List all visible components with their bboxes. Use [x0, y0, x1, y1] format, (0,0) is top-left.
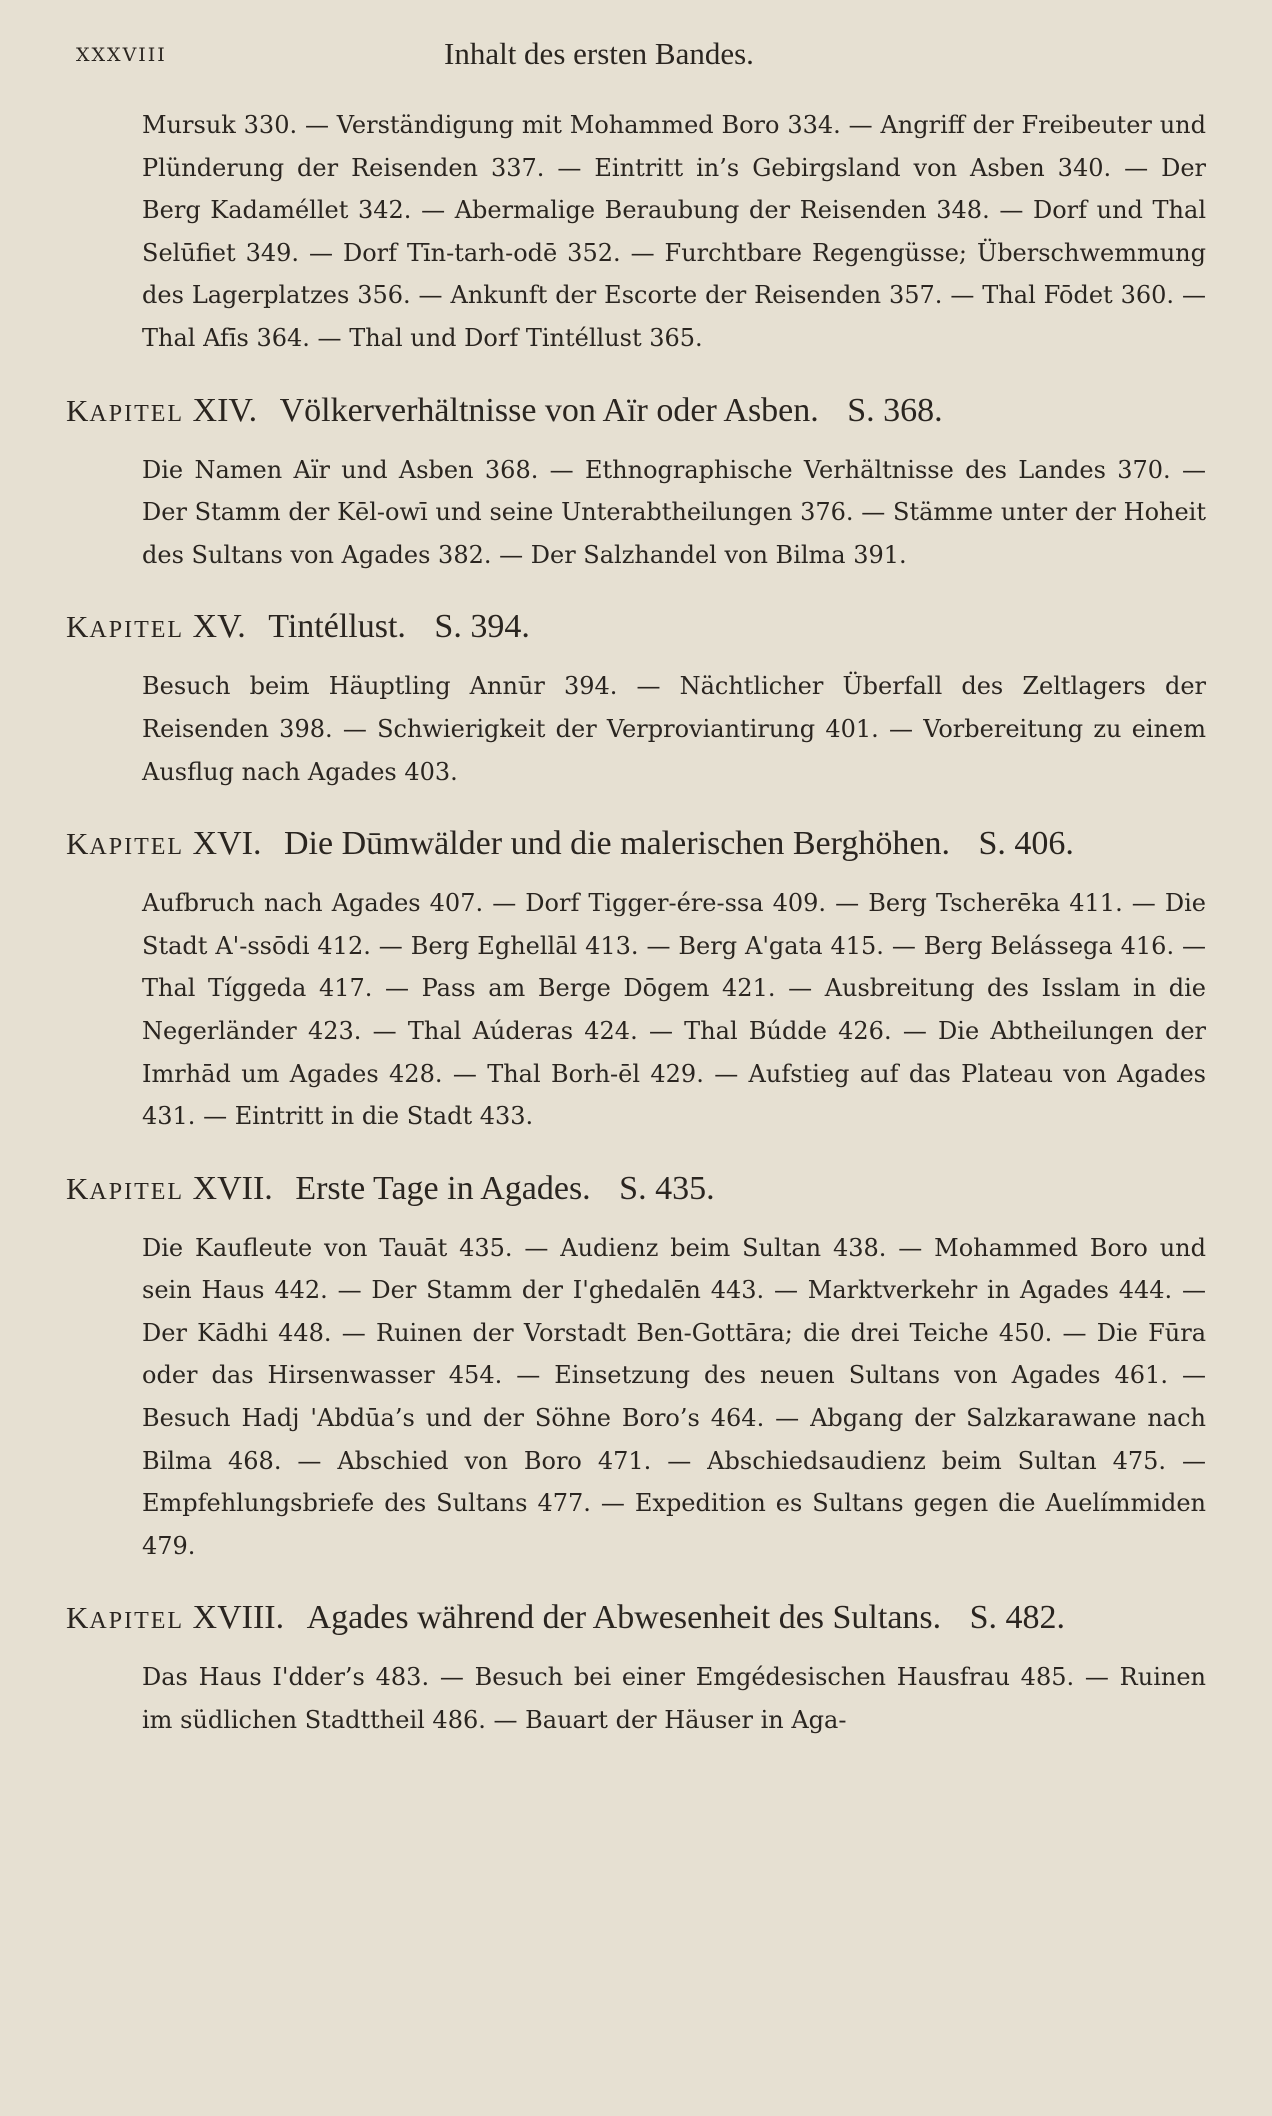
chapter-number: XVII.	[192, 1169, 273, 1207]
chapter-summary-xviii: Das Haus I'dder’s 483. — Besuch bei einer Emgédesischen Hausfrau 485. — Ruinen im südlichen Stadttheil 486. — Bauart der Häuser in Aga-	[142, 1663, 1206, 1735]
chapter-number: XV.	[192, 608, 246, 646]
chapter-heading-xiv	[66, 388, 1206, 437]
chapter-label: KAPITEL	[66, 1600, 185, 1636]
chapter-heading-xviii	[66, 1595, 1206, 1644]
chapter-summary-xiv: Die Namen Aïr und Asben 368. — Ethnographische Verhältnisse des Landes 370. — Der Stamm der Kēl-owī und seine Unterabtheilungen 376. — Stämme unter der Hoheit des Sultans von Agades 382. — Der Salzhandel von Bilma 391.	[142, 455, 1206, 569]
page-header	[0, 36, 1272, 76]
chapter-title: Agades während der Abwesenheit des Sultans.	[306, 1599, 942, 1637]
chapter-page: S. 435.	[619, 1169, 715, 1207]
chapter-page: S. 394.	[434, 608, 530, 646]
chapter-heading-xvi	[66, 821, 1206, 870]
chapter-label: KAPITEL	[66, 392, 185, 428]
chapter-label: KAPITEL	[66, 609, 185, 645]
chapter-summary-xv: Besuch beim Häuptling Annūr 394. — Nächtlicher Überfall des Zeltlagers der Reisenden 398. — Schwierigkeit der Verproviantirung 401. — Vorbereitung zu einem Ausflug nach Agades 403.	[142, 672, 1206, 786]
chapter-xiii-continuation: Mursuk 330. — Verständigung mit Mohammed Boro 334. — Angriff der Freibeuter und Plünderung der Reisenden 337. — Eintritt in’s Gebirgsland von Asben 340. — Der Berg Kadaméllet 342. — Abermalige Beraubung der Reisenden 348. — Dorf und Thal Selūfiet 349. — Dorf Tīn-tarh-odē 352. — Furchtbare Regengüsse; Überschwemmung des Lagerplatzes 356. — Ankunft der Escorte der Reisenden 357. — Thal Fōdet 360. — Thal Afīs 364. — Thal und Dorf Tintéllust 365.	[142, 111, 1206, 352]
chapter-heading-xvii	[66, 1166, 1206, 1215]
chapter-title: Völkerverhältnisse von Aïr oder Asben.	[279, 391, 819, 429]
table-of-contents	[66, 104, 1206, 1742]
chapter-title: Tintéllust.	[268, 608, 406, 646]
chapter-number: XVI.	[192, 825, 262, 863]
chapter-heading-xv	[66, 604, 1206, 653]
chapter-number: XIV.	[192, 391, 258, 429]
chapter-number: XVIII.	[192, 1599, 285, 1637]
chapter-page: S. 368.	[847, 391, 943, 429]
running-title: Inhalt des ersten Bandes.	[444, 36, 754, 71]
page-number: XXXVIII	[76, 44, 167, 66]
chapter-title: Erste Tage in Agades.	[295, 1169, 591, 1207]
chapter-summary-xvi: Aufbruch nach Agades 407. — Dorf Tigger-ére-ssa 409. — Berg Tscherēka 411. — Die Stadt A'-ssōdi 412. — Berg Eghellāl 413. — Berg A'gata 415. — Berg Belássega 416. — Thal Tíggeda 417. — Pass am Berge Dōgem 421. — Ausbreitung des Isslam in die Negerländer 423. — Thal Aúderas 424. — Thal Búdde 426. — Die Abtheilungen der Imrhād um Agades 428. — Thal Borh-ēl 429. — Aufstieg auf das Plateau von Agades 431. — Eintritt in die Stadt 433.	[142, 889, 1206, 1131]
chapter-summary-xvii: Die Kaufleute von Tauāt 435. — Audienz beim Sultan 438. — Mohammed Boro und sein Haus 442. — Der Stamm der I'ghedalēn 443. — Marktverkehr in Agades 444. — Der Kādhi 448. — Ruinen der Vorstadt Ben-Gottāra; die drei Teiche 450. — Die Fūra oder das Hirsenwasser 454. — Einsetzung des neuen Sultans von Agades 461. — Besuch Hadj 'Abdūa’s und der Söhne Boro’s 464. — Abgang der Salzkarawane nach Bilma 468. — Abschied von Boro 471. — Abschiedsaudienz beim Sultan 475. — Empfehlungsbriefe des Sultans 477. — Expedition es Sultans gegen die Auelímmiden 479.	[142, 1233, 1206, 1560]
chapter-page: S. 482.	[969, 1599, 1066, 1637]
chapter-label: KAPITEL	[66, 826, 185, 862]
chapter-title: Die Dūmwälder und die malerischen Berghöhen.	[283, 825, 950, 863]
chapter-page: S. 406.	[978, 825, 1074, 863]
chapter-label: KAPITEL	[66, 1170, 185, 1206]
